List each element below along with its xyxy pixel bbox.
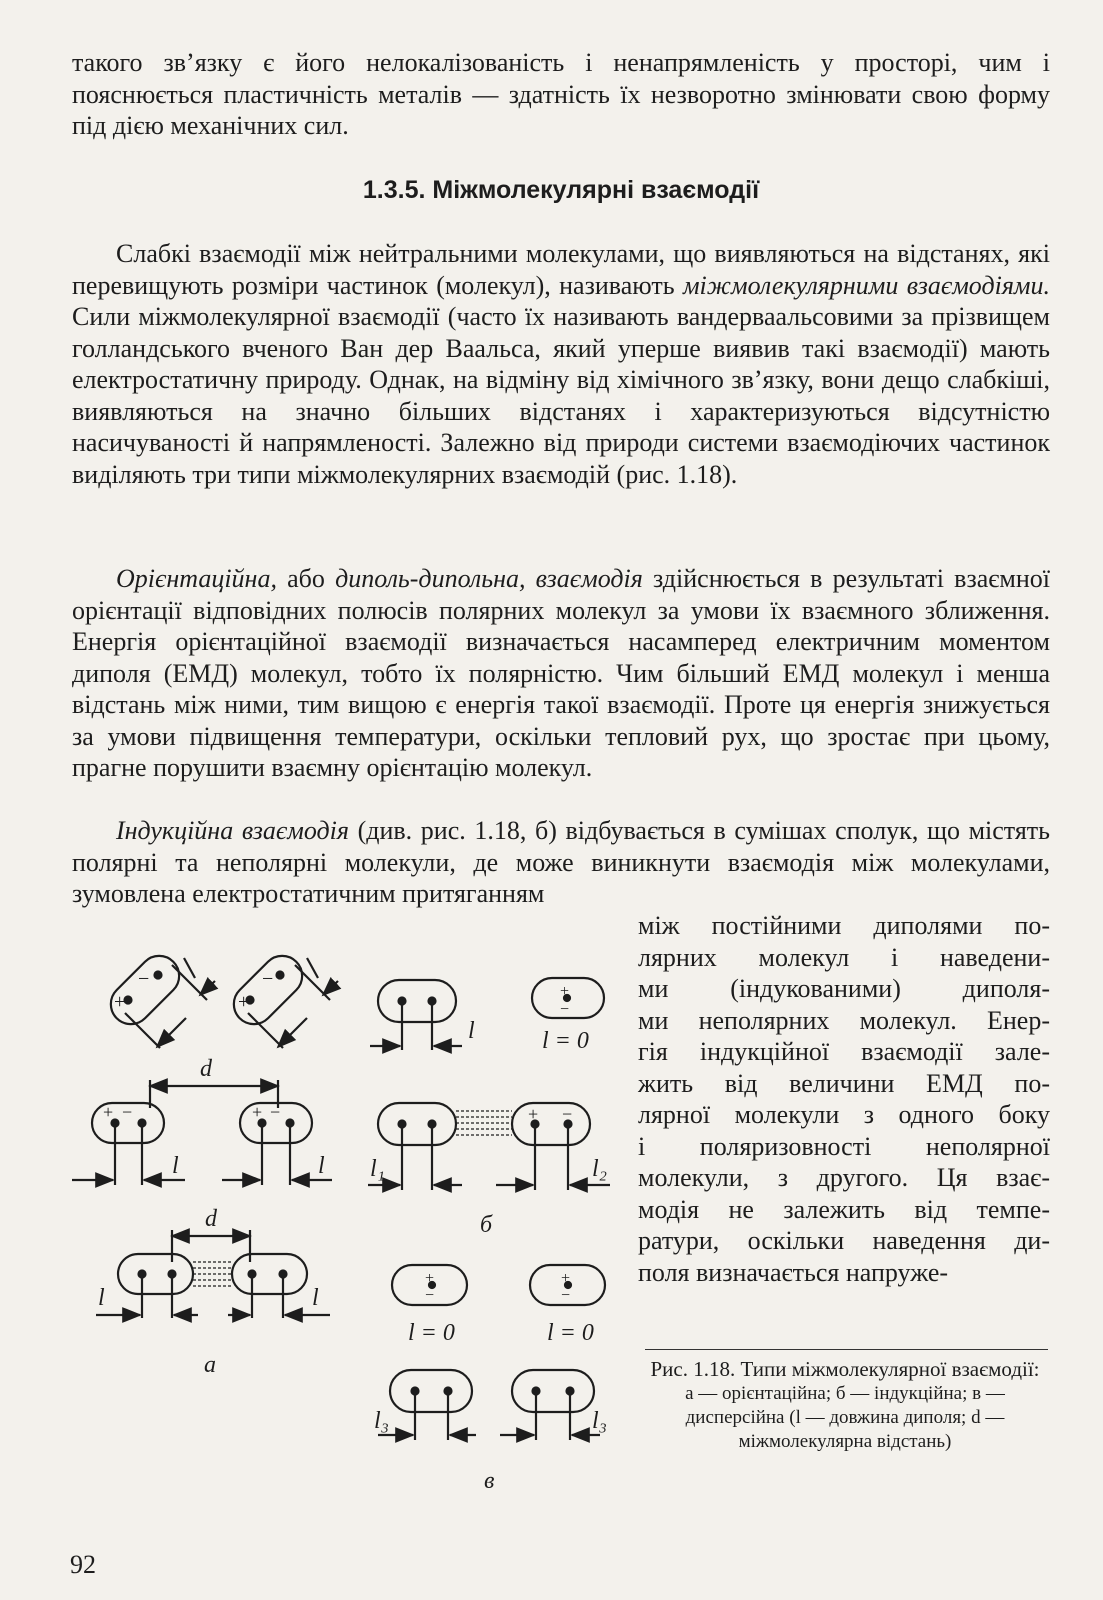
panel-label-b: б — [480, 1212, 493, 1238]
term-intermolecular: міжмолекулярними взаємодіями. — [682, 270, 1050, 300]
label-l3: l₃ — [592, 1408, 608, 1434]
dipole-pair-parallel — [72, 1080, 332, 1185]
term-induction: Індукційна взаємодія — [116, 816, 349, 845]
sign-plus: + — [528, 1104, 539, 1124]
sign-plus: + — [238, 991, 250, 1013]
page-number: 92 — [70, 1550, 96, 1579]
sign-plus: + — [561, 1270, 571, 1287]
label-d: d — [205, 1206, 217, 1232]
label-l: l — [318, 1153, 325, 1179]
sign-minus: − — [122, 1102, 133, 1122]
label-l1: l₁ — [370, 1156, 386, 1182]
right-line: ратури, оскільки наведення ди- — [638, 1226, 1050, 1255]
panel-label-c: в — [484, 1468, 495, 1494]
label-l: l — [312, 1285, 319, 1311]
right-line: ми неполярних молекул. Енер- — [638, 1005, 1050, 1035]
sign-minus: − — [270, 1102, 281, 1122]
intro-paragraph: такого зв’язку є його нелокалізованість і ненапрямленість у просторі, чим і пояснюється пластичність металів — здатність їх незворотно змінювати свою форму під дією механічних сил. — [72, 48, 1050, 140]
label-d: d — [200, 1056, 212, 1082]
sign-minus: − — [138, 968, 150, 990]
caption-legend: а — орієнтаційна; б — індукційна; в — дисперсійна (l — довжина диполя; d — міжмолекулярна відстань) — [685, 1383, 1005, 1452]
paragraph-orientation: Орієнтаційна, або диполь-дипольна, взаємодія здійснюється в результаті взаємної орієнтації відповідних полюсів полярних молекул за умови їх взаємного зближення. Енергія орієнтаційної взаємодії визначається насамперед електричним моментом диполя (ЕМД) молекул, тобто їх полярністю. Чим більший ЕМД молекул і менша відстань між ними, тим вищою є енергія такої взаємодії. Проте ця енергія знижується за умови підвищення температури, оскільки тепловий рух, що зростає при цьому, прагне порушити взаємну орієнтацію молекул. — [72, 564, 1051, 782]
caption-rule — [645, 1349, 1048, 1350]
right-line: між постійними диполями по- — [638, 911, 1050, 940]
sign-minus: − — [425, 1287, 435, 1304]
sign-plus: + — [425, 1270, 435, 1287]
sign-plus: + — [252, 1102, 263, 1122]
dispersion-bottom — [378, 1370, 600, 1440]
right-line: модія не залежить від темпе- — [638, 1194, 1050, 1224]
term-orientation: Орієнтаційна, — [116, 564, 277, 593]
panel-label-a: а — [204, 1352, 216, 1378]
label-l: l — [98, 1285, 105, 1311]
sign-minus: − — [560, 1001, 570, 1018]
right-line: лярних молекул і наведени- — [638, 942, 1050, 972]
right-line: гія індукційної взаємодії зале- — [638, 1037, 1050, 1066]
right-line: і поляризовності неполярної — [638, 1131, 1050, 1161]
sign-minus: − — [262, 968, 274, 990]
term-dipole-dipole: диполь-дипольна, взаємодія — [335, 564, 643, 593]
label-l-zero: l = 0 — [547, 1320, 594, 1346]
section-heading: 1.3.5. Міжмолекулярні взаємодії — [362, 176, 760, 204]
right-line: лярної молекули з одного боку — [638, 1100, 1050, 1129]
right-line: молекули, з другого. Ця взає- — [638, 1163, 1050, 1192]
sign-plus: + — [103, 1102, 114, 1122]
figure-caption — [640, 1357, 1050, 1454]
dispersion-top — [392, 1265, 605, 1305]
sign-plus: + — [114, 991, 126, 1013]
right-line: ми (індукованими) диполя- — [638, 974, 1050, 1003]
dipole-pair-head-to-tail — [96, 1230, 330, 1318]
paragraph-induction: Індукційна взаємодія (див. рис. 1.18, б) відбувається в сумішах сполук, що містять полярні та неполярні молекули, де може виникнути взаємодія між молекулами, зумовлена електростатичним притяганням — [72, 816, 1051, 908]
label-l: l — [468, 1018, 475, 1044]
induction-bottom — [368, 1103, 610, 1190]
paragraph-definition: Слабкі взаємодії між нейтральними молекулами, що виявляються на відстанях, які перевищують розміри частинок (молекул), називають міжмолекулярними взаємодіями. Сили міжмолекулярної взаємодії (часто їх називають вандерваальсовими за прізвищем голландського вченого Ван дер Ваальса, який уперше виявив такі взаємодії) мають електростатичну природу. Однак, на відміну від хімічного зв’язку, вони дещо слабкіші, виявляються на значно більших відстанях і характеризуються відсутністю насичуваності й напрямленості. Залежно від природи системи взаємодіючих частинок виділяють три типи міжмолекулярних взаємодій (рис. 1.18). — [72, 239, 1050, 489]
label-l2: l₂ — [592, 1156, 608, 1182]
right-line: поля визначається напруже- — [638, 1257, 949, 1287]
sign-minus: − — [562, 1104, 573, 1124]
sign-minus: − — [561, 1287, 571, 1304]
sign-plus: + — [560, 983, 570, 1000]
label-l-zero: l = 0 — [408, 1320, 455, 1346]
label-l-zero: l = 0 — [542, 1028, 589, 1054]
label-l: l — [172, 1153, 179, 1179]
label-l3: l₃ — [374, 1408, 390, 1434]
caption-title: Рис. 1.18. Типи міжмолекулярної взаємодії: — [650, 1357, 1040, 1381]
right-line: жить від величини ЕМД по- — [638, 1068, 1050, 1098]
